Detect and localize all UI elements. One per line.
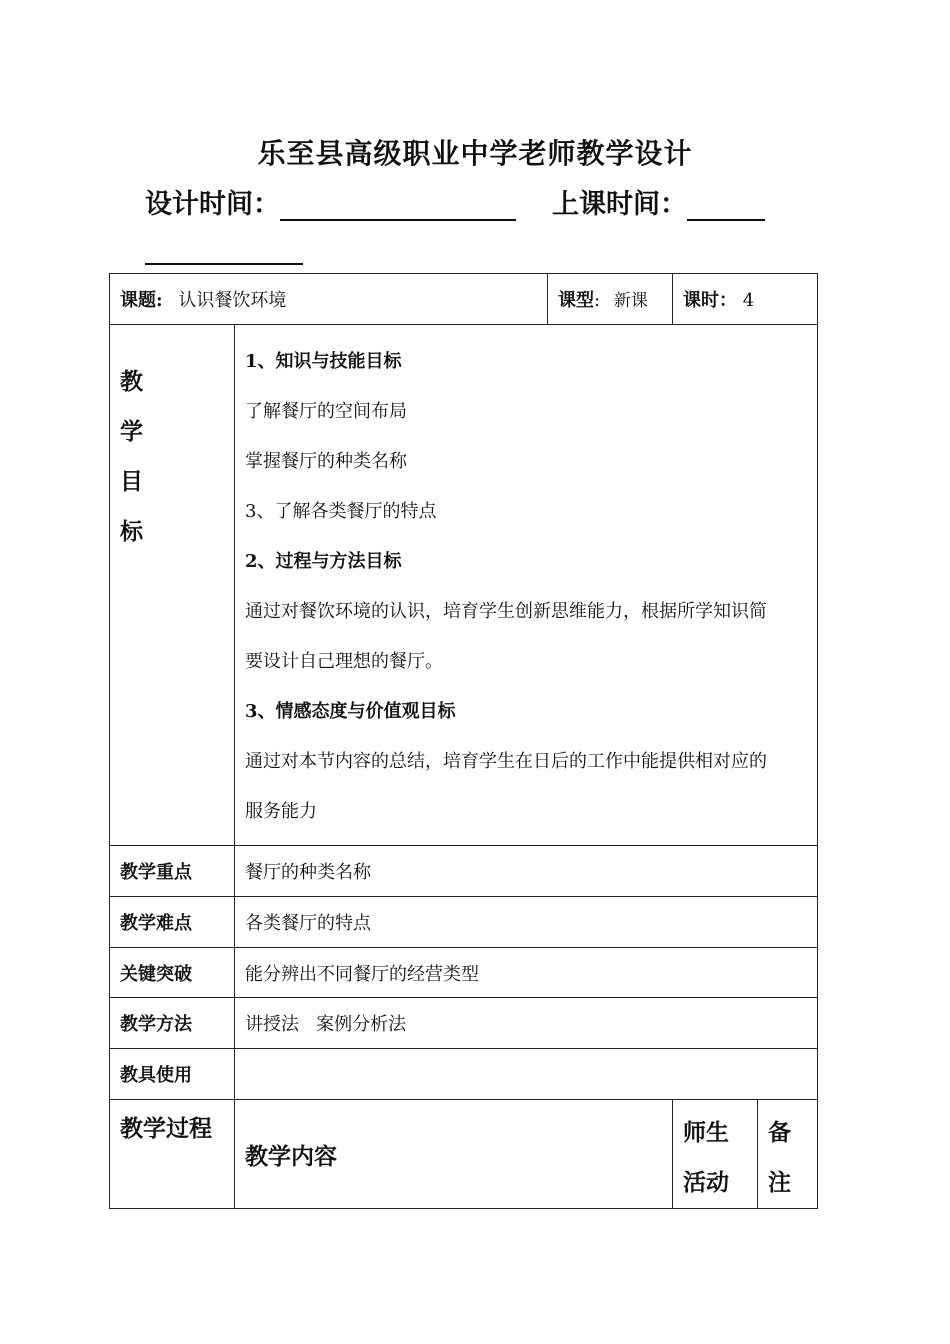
- goals-label-cell: [110, 325, 235, 846]
- goals-label-char: 目: [120, 468, 143, 495]
- topic-label: 课题:: [120, 290, 163, 311]
- design-time-line: [145, 182, 765, 221]
- row-label: 教学重点: [110, 846, 235, 897]
- goals-label-char: 标: [120, 518, 143, 545]
- row-label: 教具使用: [110, 1049, 235, 1100]
- breakthrough-row: [110, 948, 818, 998]
- row-label: 教学方法: [110, 998, 235, 1049]
- activity-label: 师生: [683, 1119, 730, 1146]
- goal-line: 通过对餐饮环境的认识，培育学生创新思维能力，根据所学知识简: [245, 601, 767, 622]
- lesson-plan-table: [109, 273, 818, 1209]
- hours-label: 课时：: [683, 290, 738, 311]
- type-label: 课型: [558, 290, 595, 311]
- goals-row: [110, 325, 818, 846]
- goal-heading: 1、知识与技能目标: [245, 351, 402, 372]
- row-value: 各类餐厅的特点: [235, 897, 818, 948]
- process-content-label: 教学内容: [245, 1142, 337, 1170]
- row-value: 餐厅的种类名称: [235, 846, 818, 897]
- activity-cell: [673, 1100, 758, 1209]
- activity-label: 活动: [683, 1169, 730, 1196]
- goal-heading: 2、过程与方法目标: [245, 551, 402, 572]
- key-point-row: [110, 846, 818, 897]
- row-value: 讲授法 案例分析法: [235, 998, 818, 1049]
- goals-content-cell: [235, 325, 818, 846]
- row-value: 能分辨出不同餐厅的经营类型: [235, 948, 818, 998]
- row-label: 教学难点: [110, 897, 235, 948]
- process-content-cell: [235, 1100, 673, 1209]
- method-row: [110, 998, 818, 1049]
- goal-line: 要设计自己理想的餐厅。: [245, 651, 443, 672]
- class-time-label: 上课时间：: [552, 189, 687, 220]
- goal-line: 掌握餐厅的种类名称: [245, 451, 407, 472]
- tools-row: [110, 1049, 818, 1100]
- class-time-blank: [687, 189, 765, 221]
- row-label: 关键突破: [110, 948, 235, 998]
- topic-cell: [110, 274, 548, 325]
- note-cell: [758, 1100, 818, 1209]
- goals-label-char: 学: [120, 418, 143, 445]
- goal-heading: 3、情感态度与价值观目标: [245, 701, 456, 722]
- difficulty-row: [110, 897, 818, 948]
- class-time-line-continued: [145, 233, 303, 265]
- design-time-label: 设计时间：: [145, 189, 280, 220]
- goal-line: 服务能力: [245, 801, 317, 822]
- hours-cell: [673, 274, 818, 325]
- hours-value: 4: [742, 290, 755, 311]
- topic-value: 认识餐饮环境: [178, 290, 287, 311]
- goal-line: 通过对本节内容的总结，培育学生在日后的工作中能提供相对应的: [245, 751, 767, 772]
- goal-line: 了解餐厅的空间布局: [245, 401, 407, 422]
- header-row: [110, 274, 818, 325]
- note-label: 注: [768, 1169, 792, 1196]
- process-label-cell: [110, 1100, 235, 1209]
- type-cell: [548, 274, 673, 325]
- process-label: 教学过程: [120, 1115, 212, 1142]
- class-time-blank-continued: [145, 233, 303, 265]
- design-time-blank: [280, 189, 516, 221]
- row-value: [235, 1049, 818, 1100]
- type-colon: :: [594, 290, 601, 311]
- goal-line: 3、了解各类餐厅的特点: [245, 501, 437, 522]
- note-label: 备: [768, 1119, 792, 1146]
- process-row: [110, 1100, 818, 1209]
- type-value: 新课: [613, 291, 648, 311]
- goals-label-char: 教: [120, 368, 143, 395]
- page-title: 乐至县高级职业中学老师教学设计: [257, 137, 693, 170]
